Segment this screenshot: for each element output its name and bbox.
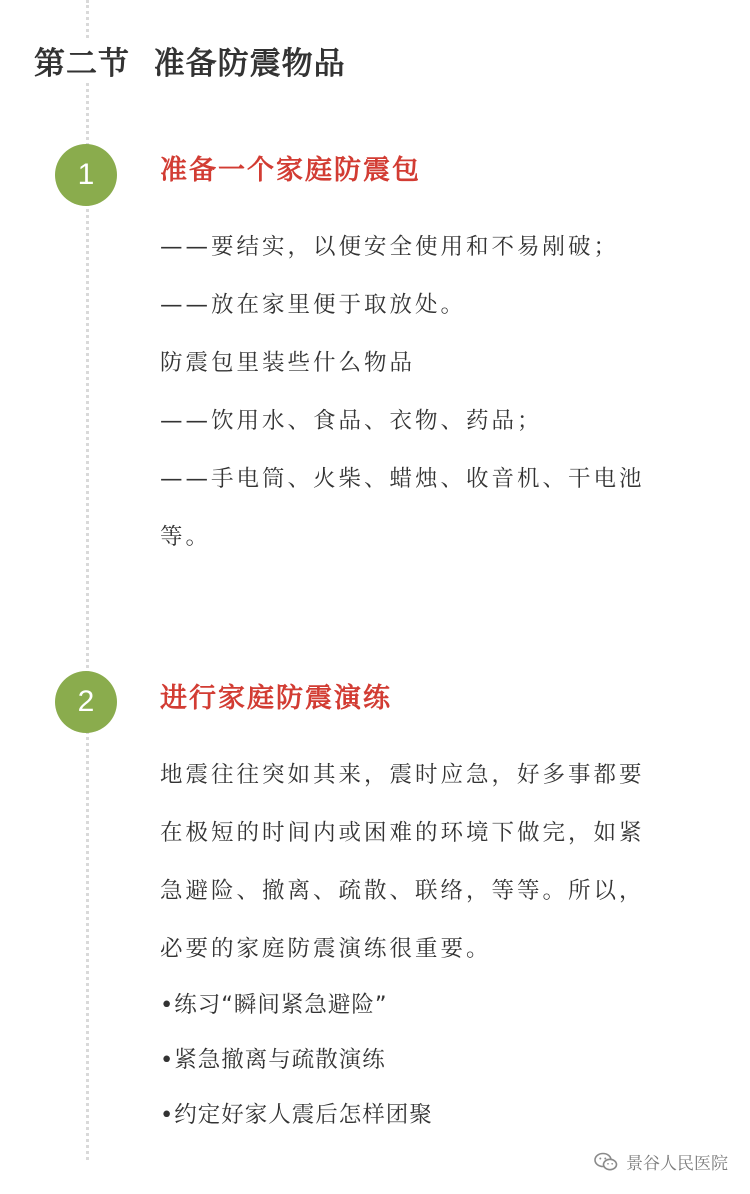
body-line: 必要的家庭防震演练很重要。 <box>160 936 492 962</box>
body-line: 等。 <box>160 524 212 550</box>
body-line: 在极短的时间内或困难的环境下做完，如紧 <box>160 820 645 846</box>
bullet-item: •紧急撤离与疏散演练 <box>160 1047 386 1073</box>
body-line: ——要结实，以便安全使用和不易剐破； <box>160 234 620 260</box>
wechat-icon <box>594 1152 618 1172</box>
body-line: 地震往往突如其来，震时应急，好多事都要 <box>160 762 645 788</box>
step-number-badge: 1 <box>55 144 117 206</box>
body-line: ——放在家里便于取放处。 <box>160 292 467 318</box>
account-watermark <box>594 1149 728 1174</box>
body-line: ——饮用水、食品、衣物、药品； <box>160 408 543 434</box>
account-name: 景谷人民医院 <box>626 1154 728 1174</box>
body-line: 防震包里装些什么物品 <box>160 350 416 376</box>
item-heading: 准备一个家庭防震包 <box>160 155 421 186</box>
item-body <box>160 218 705 566</box>
bullet-item: •练习“瞬间紧急避险” <box>160 992 388 1018</box>
body-line: ——手电筒、火柴、蜡烛、收音机、干电池 <box>160 466 645 492</box>
body-line: 急避险、撤离、疏散、联络，等等。所以， <box>160 878 645 904</box>
item-heading: 进行家庭防震演练 <box>160 683 392 714</box>
bullet-item: •约定好家人震后怎样团聚 <box>160 1102 433 1128</box>
step-number-badge: 2 <box>55 671 117 733</box>
item-body <box>160 746 705 1143</box>
section-title: 第二节 准备防震物品 <box>34 38 352 83</box>
